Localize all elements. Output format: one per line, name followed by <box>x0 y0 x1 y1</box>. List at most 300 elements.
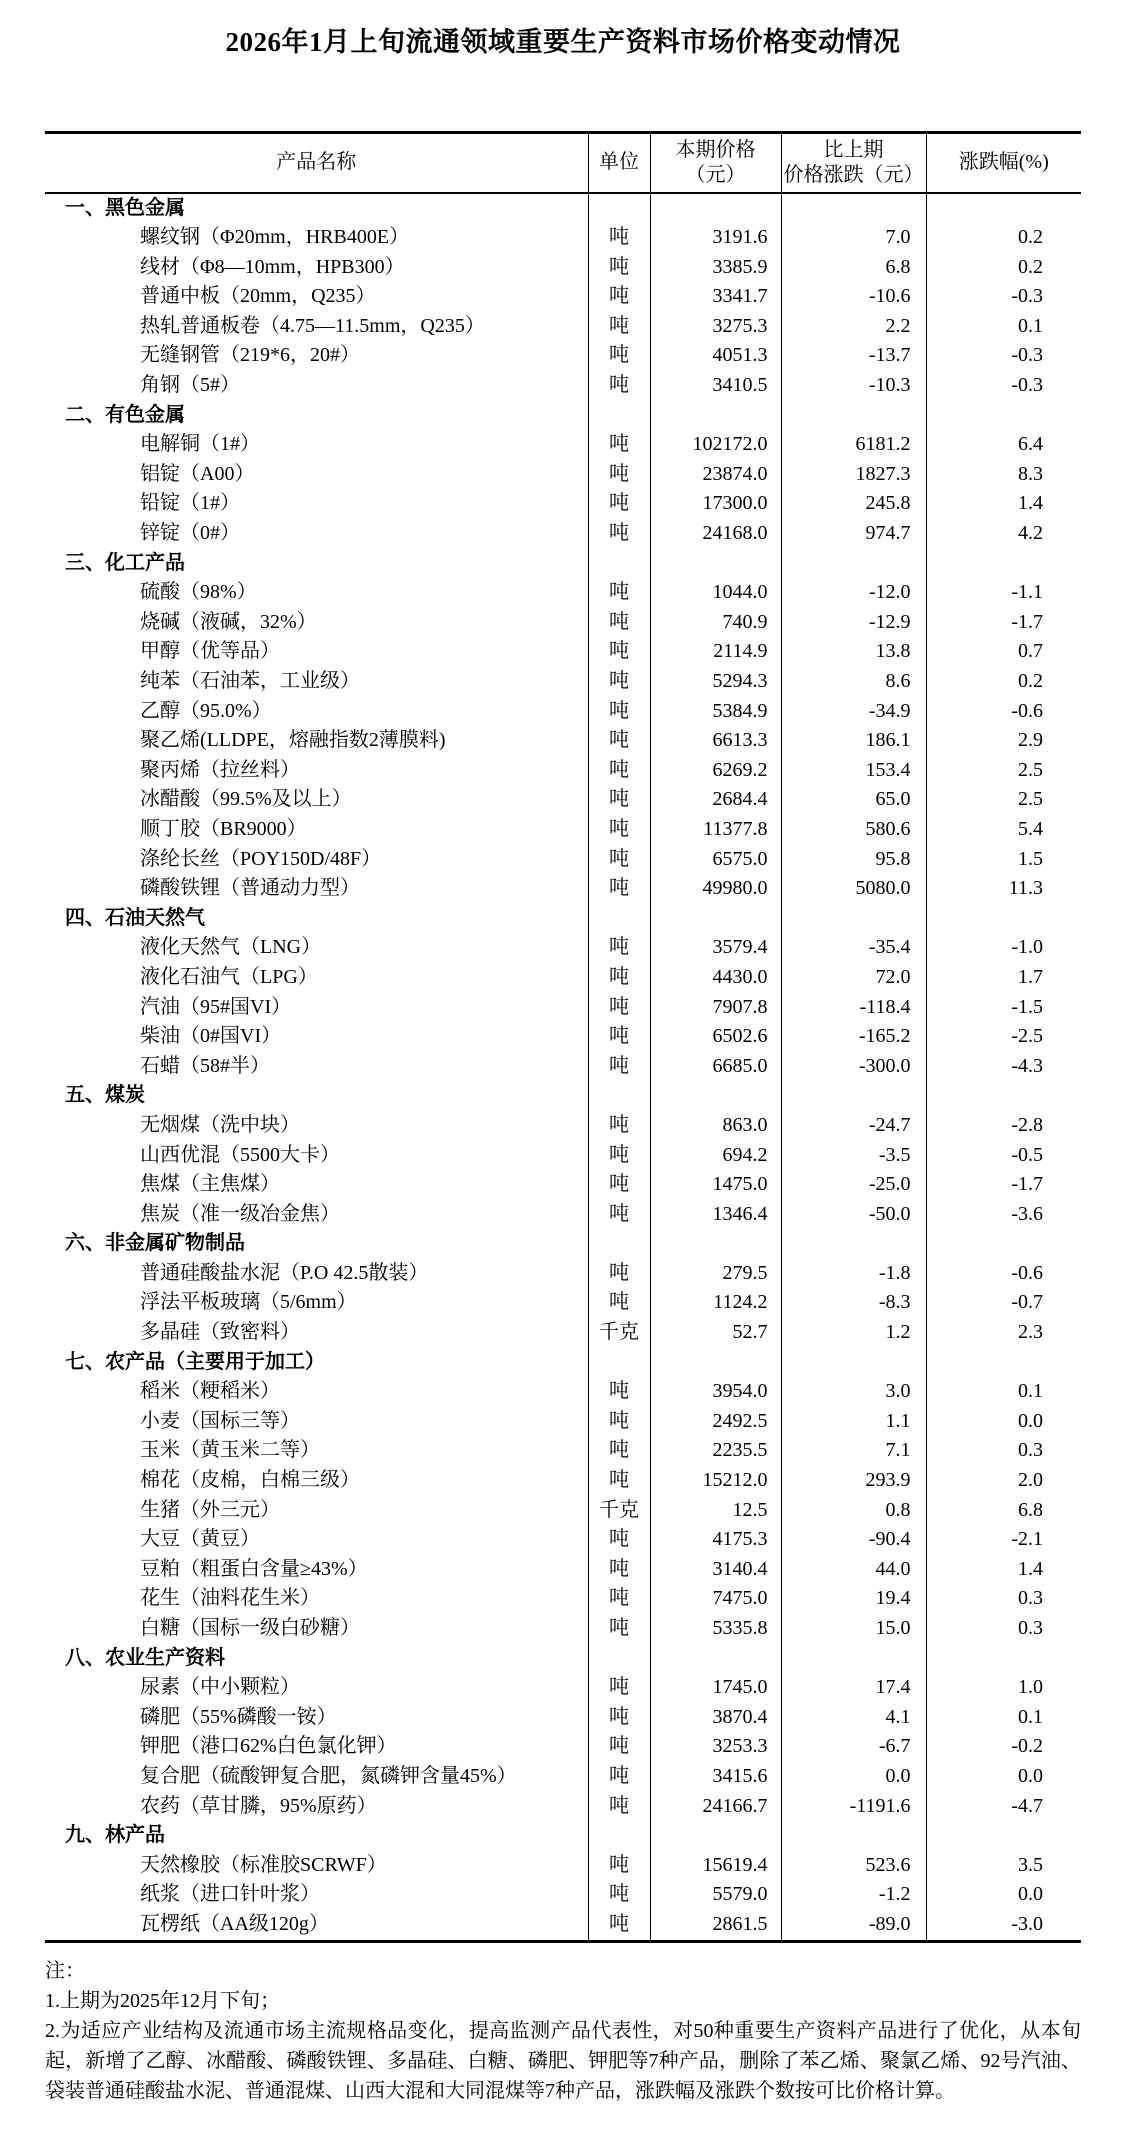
unit-cell: 吨 <box>588 1436 650 1466</box>
product-name-cell: 液化石油气（LPG） <box>140 965 318 988</box>
product-row <box>45 253 1081 283</box>
change-cell: -118.4 <box>781 993 926 1023</box>
category-row <box>45 1348 1081 1378</box>
unit-cell: 吨 <box>588 1614 650 1644</box>
unit-cell: 吨 <box>588 1377 650 1407</box>
pct-cell: 0.0 <box>926 1407 1081 1437</box>
change-cell: -3.5 <box>781 1141 926 1171</box>
unit-cell: 吨 <box>588 253 650 283</box>
category-row <box>45 193 1081 224</box>
pct-cell: -2.8 <box>926 1111 1081 1141</box>
unit-cell: 吨 <box>588 1141 650 1171</box>
empty-price-cell <box>650 1229 781 1259</box>
product-name-cell: 烧碱（液碱，32%） <box>140 610 317 633</box>
category-row <box>45 401 1081 431</box>
price-cell: 3385.9 <box>650 253 781 283</box>
pct-cell: -1.1 <box>926 578 1081 608</box>
product-name-cell: 汽油（95#国VI） <box>140 995 292 1018</box>
empty-price-cell <box>650 193 781 224</box>
product-name-cell: 天然橡胶（标准胶SCRWF） <box>140 1853 387 1876</box>
empty-pct-cell <box>926 1821 1081 1851</box>
product-name-cell: 尿素（中小颗粒） <box>140 1676 300 1699</box>
change-cell: 6181.2 <box>781 430 926 460</box>
change-cell: 2.2 <box>781 312 926 342</box>
product-name-cell: 顺丁胶（BR9000） <box>140 817 307 840</box>
product-name-cell: 稻米（粳稻米） <box>140 1380 280 1403</box>
pct-cell: -2.1 <box>926 1525 1081 1555</box>
pct-cell: 2.5 <box>926 756 1081 786</box>
empty-price-cell <box>650 1821 781 1851</box>
product-row <box>45 1466 1081 1496</box>
product-name-cell: 线材（Φ8—10mm，HPB300） <box>140 255 405 278</box>
product-name-cell: 磷酸铁锂（普通动力型） <box>140 877 360 900</box>
product-row <box>45 460 1081 490</box>
unit-cell: 吨 <box>588 815 650 845</box>
empty-price-cell <box>650 1348 781 1378</box>
empty-change-cell <box>781 193 926 224</box>
category-name-cell: 八、农业生产资料 <box>65 1646 225 1669</box>
product-row <box>45 845 1081 875</box>
pct-cell: 0.1 <box>926 312 1081 342</box>
pct-cell: -3.6 <box>926 1200 1081 1230</box>
pct-cell: 0.0 <box>926 1880 1081 1910</box>
change-cell: -50.0 <box>781 1200 926 1230</box>
price-cell: 2861.5 <box>650 1910 781 1941</box>
unit-cell: 吨 <box>588 578 650 608</box>
product-row <box>45 1851 1081 1881</box>
change-cell: 1827.3 <box>781 460 926 490</box>
product-row <box>45 430 1081 460</box>
product-row <box>45 489 1081 519</box>
change-cell: 8.6 <box>781 667 926 697</box>
unit-cell: 吨 <box>588 726 650 756</box>
unit-cell: 吨 <box>588 1851 650 1881</box>
product-name-cell: 复合肥（硫酸钾复合肥，氮磷钾含量45%） <box>140 1764 517 1787</box>
price-cell: 1475.0 <box>650 1170 781 1200</box>
change-cell: 7.0 <box>781 223 926 253</box>
price-cell: 1346.4 <box>650 1200 781 1230</box>
product-name-cell: 钾肥（港口62%白色氯化钾） <box>140 1735 397 1758</box>
unit-cell: 吨 <box>588 1703 650 1733</box>
change-cell: -25.0 <box>781 1170 926 1200</box>
product-name-cell: 热轧普通板卷（4.75—11.5mm，Q235） <box>140 314 485 337</box>
price-cell: 7907.8 <box>650 993 781 1023</box>
price-cell: 17300.0 <box>650 489 781 519</box>
change-cell: -165.2 <box>781 1022 926 1052</box>
product-row <box>45 1880 1081 1910</box>
pct-cell: 1.5 <box>926 845 1081 875</box>
change-cell: 0.0 <box>781 1762 926 1792</box>
product-row <box>45 815 1081 845</box>
change-cell: 5080.0 <box>781 874 926 904</box>
change-cell: -35.4 <box>781 933 926 963</box>
notes-label: 注： <box>45 1959 85 1982</box>
price-cell: 5335.8 <box>650 1614 781 1644</box>
unit-cell: 吨 <box>588 1732 650 1762</box>
product-name-cell: 甲醇（优等品） <box>140 640 280 663</box>
column-header-price-change-line1: 比上期 <box>823 138 884 161</box>
price-cell: 740.9 <box>650 608 781 638</box>
pct-cell: 0.3 <box>926 1584 1081 1614</box>
price-cell: 3253.3 <box>650 1732 781 1762</box>
change-cell: 3.0 <box>781 1377 926 1407</box>
product-name-cell: 角钢（5#） <box>140 374 240 397</box>
product-row <box>45 312 1081 342</box>
product-name-cell: 多晶硅（致密料） <box>140 1321 300 1344</box>
product-row <box>45 1555 1081 1585</box>
product-name-cell: 无烟煤（洗中块） <box>140 1113 300 1136</box>
pct-cell: 0.1 <box>926 1703 1081 1733</box>
product-name-cell: 豆粕（粗蛋白含量≥43%） <box>140 1557 368 1580</box>
product-row <box>45 1614 1081 1644</box>
category-name-cell: 九、林产品 <box>65 1824 165 1847</box>
unit-cell: 吨 <box>588 697 650 727</box>
unit-cell: 吨 <box>588 489 650 519</box>
price-cell: 863.0 <box>650 1111 781 1141</box>
category-name-cell: 四、石油天然气 <box>65 906 205 929</box>
column-header-product-name: 产品名称 <box>45 133 588 193</box>
empty-unit-cell <box>588 401 650 431</box>
pct-cell: 2.9 <box>926 726 1081 756</box>
table-header-row <box>45 133 1081 193</box>
price-cell: 12.5 <box>650 1496 781 1526</box>
empty-unit-cell <box>588 1348 650 1378</box>
product-row <box>45 785 1081 815</box>
column-header-current-price <box>650 133 781 193</box>
price-cell: 3191.6 <box>650 223 781 253</box>
category-row <box>45 1081 1081 1111</box>
change-cell: 153.4 <box>781 756 926 786</box>
product-row <box>45 1259 1081 1289</box>
product-name-cell: 普通中板（20mm，Q235） <box>140 285 376 308</box>
product-row <box>45 578 1081 608</box>
change-cell: 17.4 <box>781 1673 926 1703</box>
empty-unit-cell <box>588 193 650 224</box>
product-row <box>45 1762 1081 1792</box>
product-row <box>45 223 1081 253</box>
pct-cell: 6.8 <box>926 1496 1081 1526</box>
category-name-cell: 七、农产品（主要用于加工） <box>65 1350 325 1373</box>
unit-cell: 吨 <box>588 1673 650 1703</box>
change-cell: 1.2 <box>781 1318 926 1348</box>
column-header-price-change-line2: 价格涨跌（元） <box>783 163 924 186</box>
price-cell: 2684.4 <box>650 785 781 815</box>
empty-unit-cell <box>588 1229 650 1259</box>
change-cell: 580.6 <box>781 815 926 845</box>
product-row <box>45 667 1081 697</box>
pct-cell: 8.3 <box>926 460 1081 490</box>
product-name-cell: 铅锭（1#） <box>140 492 240 515</box>
pct-cell: -0.6 <box>926 1259 1081 1289</box>
price-cell: 6575.0 <box>650 845 781 875</box>
unit-cell: 吨 <box>588 1880 650 1910</box>
product-row <box>45 608 1081 638</box>
product-name-cell: 涤纶长丝（POY150D/48F） <box>140 847 382 870</box>
price-cell: 2235.5 <box>650 1436 781 1466</box>
product-name-cell: 铝锭（A00） <box>140 462 255 485</box>
empty-change-cell <box>781 1348 926 1378</box>
price-cell: 5384.9 <box>650 697 781 727</box>
change-cell: -13.7 <box>781 341 926 371</box>
change-cell: -1191.6 <box>781 1792 926 1822</box>
product-name-cell: 山西优混（5500大卡） <box>140 1143 340 1166</box>
pct-cell: 11.3 <box>926 874 1081 904</box>
pct-cell: 0.2 <box>926 223 1081 253</box>
price-cell: 15619.4 <box>650 1851 781 1881</box>
unit-cell: 吨 <box>588 993 650 1023</box>
unit-cell: 吨 <box>588 963 650 993</box>
product-row <box>45 1910 1081 1941</box>
empty-change-cell <box>781 1229 926 1259</box>
unit-cell: 吨 <box>588 1052 650 1082</box>
product-row <box>45 341 1081 371</box>
column-header-pct-change: 涨跌幅(%) <box>926 133 1081 193</box>
price-cell: 15212.0 <box>650 1466 781 1496</box>
product-row <box>45 1732 1081 1762</box>
unit-cell: 吨 <box>588 460 650 490</box>
price-cell: 4175.3 <box>650 1525 781 1555</box>
product-row <box>45 993 1081 1023</box>
change-cell: 1.1 <box>781 1407 926 1437</box>
change-cell: 7.1 <box>781 1436 926 1466</box>
change-cell: 4.1 <box>781 1703 926 1733</box>
product-row <box>45 1407 1081 1437</box>
price-cell: 24166.7 <box>650 1792 781 1822</box>
change-cell: 65.0 <box>781 785 926 815</box>
change-cell: 245.8 <box>781 489 926 519</box>
pct-cell: -1.7 <box>926 1170 1081 1200</box>
empty-change-cell <box>781 904 926 934</box>
unit-cell: 吨 <box>588 341 650 371</box>
price-cell: 3410.5 <box>650 371 781 401</box>
product-row <box>45 1022 1081 1052</box>
price-cell: 3140.4 <box>650 1555 781 1585</box>
unit-cell: 吨 <box>588 667 650 697</box>
pct-cell: 0.3 <box>926 1614 1081 1644</box>
change-cell: 6.8 <box>781 253 926 283</box>
empty-unit-cell <box>588 904 650 934</box>
product-name-cell: 柴油（0#国VI） <box>140 1025 282 1048</box>
pct-cell: 0.1 <box>926 1377 1081 1407</box>
column-header-unit: 单位 <box>588 133 650 193</box>
product-name-cell: 纯苯（石油苯，工业级） <box>140 670 360 692</box>
product-row <box>45 1496 1081 1526</box>
unit-cell: 吨 <box>588 1555 650 1585</box>
empty-pct-cell <box>926 549 1081 579</box>
product-row <box>45 1673 1081 1703</box>
empty-unit-cell <box>588 1081 650 1111</box>
column-header-current-price-line2: （元） <box>685 163 746 186</box>
category-name-cell: 六、非金属矿物制品 <box>65 1232 245 1255</box>
unit-cell: 吨 <box>588 1792 650 1822</box>
change-cell: 19.4 <box>781 1584 926 1614</box>
product-name-cell: 螺纹钢（Φ20mm，HRB400E） <box>140 226 410 249</box>
pct-cell: -0.2 <box>926 1732 1081 1762</box>
product-name-cell: 农药（草甘膦，95%原药） <box>140 1794 377 1817</box>
pct-cell: 0.3 <box>926 1436 1081 1466</box>
product-name-cell: 玉米（黄玉米二等） <box>140 1439 320 1462</box>
unit-cell: 吨 <box>588 519 650 549</box>
product-row <box>45 697 1081 727</box>
pct-cell: -4.3 <box>926 1052 1081 1082</box>
pct-cell: 3.5 <box>926 1851 1081 1881</box>
price-cell: 52.7 <box>650 1318 781 1348</box>
product-name-cell: 石蜡（58#半） <box>140 1054 270 1077</box>
product-row <box>45 1703 1081 1733</box>
unit-cell: 吨 <box>588 312 650 342</box>
pct-cell: 6.4 <box>926 430 1081 460</box>
empty-unit-cell <box>588 1821 650 1851</box>
pct-cell: 1.0 <box>926 1673 1081 1703</box>
category-name-cell: 三、化工产品 <box>65 551 185 574</box>
category-name-cell: 二、有色金属 <box>65 403 185 426</box>
change-cell: 523.6 <box>781 1851 926 1881</box>
pct-cell: 2.3 <box>926 1318 1081 1348</box>
price-cell: 1124.2 <box>650 1288 781 1318</box>
pct-cell: 1.4 <box>926 489 1081 519</box>
pct-cell: 5.4 <box>926 815 1081 845</box>
unit-cell: 吨 <box>588 1259 650 1289</box>
product-row <box>45 933 1081 963</box>
unit-cell: 吨 <box>588 637 650 667</box>
product-row <box>45 1318 1081 1348</box>
change-cell: -89.0 <box>781 1910 926 1941</box>
empty-unit-cell <box>588 549 650 579</box>
price-cell: 4430.0 <box>650 963 781 993</box>
unit-cell: 吨 <box>588 1910 650 1941</box>
change-cell: 95.8 <box>781 845 926 875</box>
pct-cell: 2.0 <box>926 1466 1081 1496</box>
price-cell: 5294.3 <box>650 667 781 697</box>
product-name-cell: 焦炭（准一级冶金焦） <box>140 1202 340 1225</box>
column-header-current-price-line1: 本期价格 <box>675 138 756 161</box>
price-cell: 6269.2 <box>650 756 781 786</box>
unit-cell: 吨 <box>588 845 650 875</box>
price-cell: 2492.5 <box>650 1407 781 1437</box>
unit-cell: 吨 <box>588 1022 650 1052</box>
product-name-cell: 乙醇（95.0%） <box>140 699 272 722</box>
product-name-cell: 普通硅酸盐水泥（P.O 42.5散装） <box>140 1261 429 1284</box>
pct-cell: 0.2 <box>926 667 1081 697</box>
change-cell: -10.6 <box>781 282 926 312</box>
price-cell: 694.2 <box>650 1141 781 1171</box>
empty-pct-cell <box>926 1644 1081 1674</box>
product-row <box>45 1377 1081 1407</box>
unit-cell: 吨 <box>588 1200 650 1230</box>
change-cell: 13.8 <box>781 637 926 667</box>
pct-cell: -0.7 <box>926 1288 1081 1318</box>
product-row <box>45 874 1081 904</box>
unit-cell: 千克 <box>588 1496 650 1526</box>
product-row <box>45 282 1081 312</box>
category-name-cell: 一、黑色金属 <box>65 196 185 219</box>
price-cell: 24168.0 <box>650 519 781 549</box>
pct-cell: 0.2 <box>926 253 1081 283</box>
price-cell: 1044.0 <box>650 578 781 608</box>
price-cell: 6502.6 <box>650 1022 781 1052</box>
unit-cell: 吨 <box>588 785 650 815</box>
price-cell: 279.5 <box>650 1259 781 1289</box>
product-name-cell: 冰醋酸（99.5%及以上） <box>140 788 352 811</box>
category-row <box>45 1821 1081 1851</box>
category-row <box>45 1229 1081 1259</box>
unit-cell: 吨 <box>588 874 650 904</box>
page-title: 2026年1月上旬流通领域重要生产资料市场价格变动情况 <box>225 27 901 57</box>
product-name-cell: 浮法平板玻璃（5/6mm） <box>140 1291 357 1314</box>
unit-cell: 吨 <box>588 756 650 786</box>
product-name-cell: 纸浆（进口针叶浆） <box>140 1883 320 1906</box>
price-cell: 1745.0 <box>650 1673 781 1703</box>
price-cell: 6613.3 <box>650 726 781 756</box>
product-row <box>45 519 1081 549</box>
pct-cell: -0.3 <box>926 341 1081 371</box>
price-cell: 3870.4 <box>650 1703 781 1733</box>
empty-unit-cell <box>588 1644 650 1674</box>
change-cell: -12.0 <box>781 578 926 608</box>
product-name-cell: 硫酸（98%） <box>140 581 257 604</box>
product-row <box>45 1200 1081 1230</box>
unit-cell: 吨 <box>588 430 650 460</box>
pct-cell: -1.0 <box>926 933 1081 963</box>
unit-cell: 吨 <box>588 1584 650 1614</box>
change-cell: -24.7 <box>781 1111 926 1141</box>
product-name-cell: 花生（油料花生米） <box>140 1587 320 1610</box>
notes-section <box>45 1956 1081 2106</box>
product-row <box>45 637 1081 667</box>
empty-price-cell <box>650 904 781 934</box>
unit-cell: 吨 <box>588 1762 650 1792</box>
unit-cell: 吨 <box>588 1466 650 1496</box>
product-name-cell: 生猪（外三元） <box>140 1498 280 1521</box>
change-cell: -300.0 <box>781 1052 926 1082</box>
empty-pct-cell <box>926 193 1081 224</box>
product-name-cell: 液化天然气（LNG） <box>140 936 322 959</box>
note-item-2: 2.为适应产业结构及流通市场主流规格品变化，提高监测产品代表性，对50种重要生产资料产品进行了优化，从本旬起，新增了乙醇、冰醋酸、磷酸铁锂、多晶硅、白糖、磷肥、钾肥等7种产品，删除了苯乙烯、聚氯乙烯、92号汽油、袋装普通硅酸盐水泥、普通混煤、山西大混和大同混煤等7种产品，涨跌幅及涨跌个数按可比价格计算。 <box>45 2019 1081 2102</box>
change-cell: -8.3 <box>781 1288 926 1318</box>
pct-cell: -3.0 <box>926 1910 1081 1941</box>
product-name-cell: 小麦（国标三等） <box>140 1409 300 1432</box>
empty-pct-cell <box>926 1229 1081 1259</box>
unit-cell: 吨 <box>588 1525 650 1555</box>
price-cell: 3341.7 <box>650 282 781 312</box>
unit-cell: 吨 <box>588 608 650 638</box>
price-cell: 6685.0 <box>650 1052 781 1082</box>
pct-cell: 1.4 <box>926 1555 1081 1585</box>
product-name-cell: 焦煤（主焦煤） <box>140 1173 280 1196</box>
unit-cell: 吨 <box>588 1288 650 1318</box>
empty-price-cell <box>650 549 781 579</box>
pct-cell: 4.2 <box>926 519 1081 549</box>
price-cell: 49980.0 <box>650 874 781 904</box>
empty-change-cell <box>781 401 926 431</box>
column-header-price-change <box>781 133 926 193</box>
empty-change-cell <box>781 1821 926 1851</box>
product-row <box>45 1584 1081 1614</box>
product-name-cell: 白糖（国标一级白砂糖） <box>140 1617 360 1639</box>
change-cell: -90.4 <box>781 1525 926 1555</box>
change-cell: 15.0 <box>781 1614 926 1644</box>
note-item-1: 1.上期为2025年12月下旬； <box>45 1989 280 2012</box>
empty-price-cell <box>650 401 781 431</box>
product-row <box>45 756 1081 786</box>
empty-pct-cell <box>926 1348 1081 1378</box>
change-cell: 974.7 <box>781 519 926 549</box>
product-name-cell: 棉花（皮棉，白棉三级） <box>140 1469 360 1492</box>
product-name-cell: 聚乙烯(LLDPE，熔融指数2薄膜料) <box>140 729 446 752</box>
empty-price-cell <box>650 1081 781 1111</box>
change-cell: 293.9 <box>781 1466 926 1496</box>
pct-cell: -0.6 <box>926 697 1081 727</box>
